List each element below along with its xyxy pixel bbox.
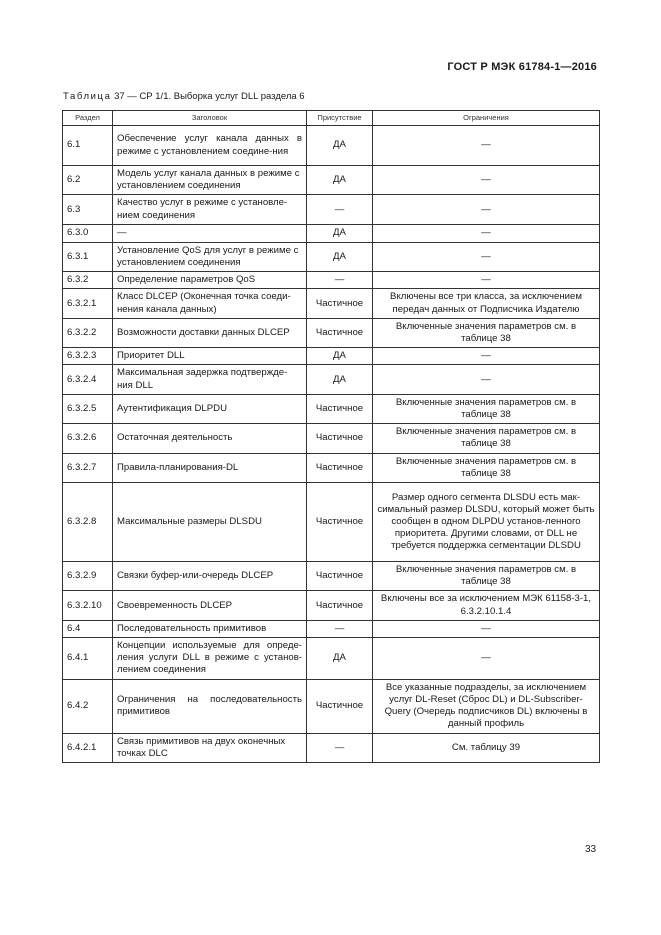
row-title: Правила-планирования-DL bbox=[113, 453, 307, 482]
row-limits: Включенные значения параметров см. в таблице 38 bbox=[373, 394, 600, 423]
row-title: Ограничения на последовательность примитивов bbox=[113, 679, 307, 733]
table-caption bbox=[63, 91, 305, 102]
row-presence: Частичное bbox=[307, 394, 373, 423]
row-limits: — bbox=[373, 620, 600, 637]
row-section: 6.3.2.9 bbox=[63, 562, 113, 591]
row-limits: Включены все за исключением МЭК 61158-3-1, 6.3.2.10.1.4 bbox=[373, 591, 600, 620]
row-limits: — bbox=[373, 272, 600, 289]
page-number: 33 bbox=[585, 844, 597, 855]
row-section: 6.3.2.3 bbox=[63, 348, 113, 365]
row-presence: Частичное bbox=[307, 679, 373, 733]
row-title: Максимальная задержка подтвержде-ния DLL bbox=[113, 365, 307, 394]
row-section: 6.3.2.5 bbox=[63, 394, 113, 423]
standard-designation: ГОСТ Р МЭК 61784-1—2016 bbox=[447, 61, 597, 73]
row-presence: Частичное bbox=[307, 483, 373, 562]
caption-text: 37 — СР 1/1. Выборка услуг DLL раздела 6 bbox=[111, 91, 305, 102]
table-row bbox=[63, 638, 600, 680]
row-title: Класс DLCEP (Оконечная точка соеди-нения канала данных) bbox=[113, 289, 307, 318]
row-limits: — bbox=[373, 348, 600, 365]
row-section: 6.3 bbox=[63, 195, 113, 224]
caption-prefix: Таблица bbox=[63, 91, 112, 102]
table-row bbox=[63, 591, 600, 620]
row-presence: ДА bbox=[307, 242, 373, 271]
row-title: Последовательность примитивов bbox=[113, 620, 307, 637]
column-header-presence: Присутствие bbox=[307, 111, 373, 126]
row-presence: — bbox=[307, 272, 373, 289]
table-row bbox=[63, 483, 600, 562]
table-row bbox=[63, 348, 600, 365]
row-section: 6.4.1 bbox=[63, 638, 113, 680]
row-section: 6.3.1 bbox=[63, 242, 113, 271]
table-row bbox=[63, 166, 600, 195]
table-row bbox=[63, 679, 600, 733]
row-limits: Включенные значения параметров см. в таблице 38 bbox=[373, 453, 600, 482]
row-presence: Частичное bbox=[307, 453, 373, 482]
row-limits: Размер одного сегмента DLSDU есть мак-симальный размер DLSDU, который может быть сообщен в одном DLPDU установ-ленного приоритета. Другими словами, от DLL не требуется поддержка сегментации DLSDU bbox=[373, 483, 600, 562]
row-limits: Включены все три класса, за исключением передач данных от Подписчика Издателю bbox=[373, 289, 600, 318]
row-title: Установление QoS для услуг в режиме с установлением соединения bbox=[113, 242, 307, 271]
row-section: 6.4.2.1 bbox=[63, 733, 113, 762]
row-limits: Все указанные подразделы, за исключением услуг DL-Reset (Сброс DL) и DL-Subscriber-Query (Очередь подписчиков DL) включены в данный профиль bbox=[373, 679, 600, 733]
row-section: 6.1 bbox=[63, 126, 113, 166]
table-row bbox=[63, 424, 600, 453]
row-limits: Включенные значения параметров см. в таблице 38 bbox=[373, 424, 600, 453]
row-limits: — bbox=[373, 195, 600, 224]
table-row bbox=[63, 242, 600, 271]
row-presence: Частичное bbox=[307, 318, 373, 347]
row-limits: — bbox=[373, 242, 600, 271]
row-section: 6.3.0 bbox=[63, 224, 113, 242]
row-limits: — bbox=[373, 126, 600, 166]
row-title: Качество услуг в режиме с установле-нием соединения bbox=[113, 195, 307, 224]
row-presence: — bbox=[307, 620, 373, 637]
row-section: 6.3.2.1 bbox=[63, 289, 113, 318]
row-presence: ДА bbox=[307, 638, 373, 680]
table-row bbox=[63, 365, 600, 394]
services-table bbox=[62, 110, 600, 763]
row-limits: — bbox=[373, 638, 600, 680]
row-title: Концепции используемые для опреде-ления услуги DLL в режиме с установ-лением соединения bbox=[113, 638, 307, 680]
table-row bbox=[63, 126, 600, 166]
row-presence: ДА bbox=[307, 224, 373, 242]
table-header-row bbox=[63, 111, 600, 126]
row-presence: Частичное bbox=[307, 289, 373, 318]
row-title: Аутентификация DLPDU bbox=[113, 394, 307, 423]
row-limits: — bbox=[373, 166, 600, 195]
row-title: Максимальные размеры DLSDU bbox=[113, 483, 307, 562]
row-section: 6.4 bbox=[63, 620, 113, 637]
table-row bbox=[63, 224, 600, 242]
row-limits: — bbox=[373, 224, 600, 242]
row-section: 6.3.2.8 bbox=[63, 483, 113, 562]
table-row bbox=[63, 195, 600, 224]
row-presence: ДА bbox=[307, 348, 373, 365]
row-presence: ДА bbox=[307, 365, 373, 394]
row-presence: Частичное bbox=[307, 562, 373, 591]
row-title: Приоритет DLL bbox=[113, 348, 307, 365]
table-row bbox=[63, 318, 600, 347]
row-section: 6.3.2.6 bbox=[63, 424, 113, 453]
table-row bbox=[63, 620, 600, 637]
row-title: Возможности доставки данных DLCEP bbox=[113, 318, 307, 347]
row-section: 6.3.2.10 bbox=[63, 591, 113, 620]
row-title: Своевременность DLCEP bbox=[113, 591, 307, 620]
column-header-title: Заголовок bbox=[113, 111, 307, 126]
row-presence: — bbox=[307, 733, 373, 762]
row-presence: Частичное bbox=[307, 424, 373, 453]
row-title: Модель услуг канала данных в режиме с установлением соединения bbox=[113, 166, 307, 195]
row-title: Связь примитивов на двух оконечных точках DLC bbox=[113, 733, 307, 762]
row-section: 6.3.2.4 bbox=[63, 365, 113, 394]
row-presence: ДА bbox=[307, 166, 373, 195]
row-section: 6.3.2.7 bbox=[63, 453, 113, 482]
row-presence: Частичное bbox=[307, 591, 373, 620]
table-row bbox=[63, 289, 600, 318]
row-title: Остаточная деятельность bbox=[113, 424, 307, 453]
row-title: Обеспечение услуг канала данных в режиме с установлением соедине-ния bbox=[113, 126, 307, 166]
row-section: 6.3.2.2 bbox=[63, 318, 113, 347]
row-title: Связки буфер-или-очередь DLCEP bbox=[113, 562, 307, 591]
table-row bbox=[63, 562, 600, 591]
row-title: — bbox=[113, 224, 307, 242]
table-row bbox=[63, 453, 600, 482]
column-header-limits: Ограничения bbox=[373, 111, 600, 126]
column-header-section: Раздел bbox=[63, 111, 113, 126]
table-row bbox=[63, 272, 600, 289]
row-section: 6.3.2 bbox=[63, 272, 113, 289]
row-limits: См. таблицу 39 bbox=[373, 733, 600, 762]
row-section: 6.2 bbox=[63, 166, 113, 195]
row-presence: ДА bbox=[307, 126, 373, 166]
row-limits: Включенные значения параметров см. в таблице 38 bbox=[373, 562, 600, 591]
table-row bbox=[63, 733, 600, 762]
table-row bbox=[63, 394, 600, 423]
row-limits: — bbox=[373, 365, 600, 394]
row-title: Определение параметров QoS bbox=[113, 272, 307, 289]
row-section: 6.4.2 bbox=[63, 679, 113, 733]
row-presence: — bbox=[307, 195, 373, 224]
row-limits: Включенные значения параметров см. в таблице 38 bbox=[373, 318, 600, 347]
